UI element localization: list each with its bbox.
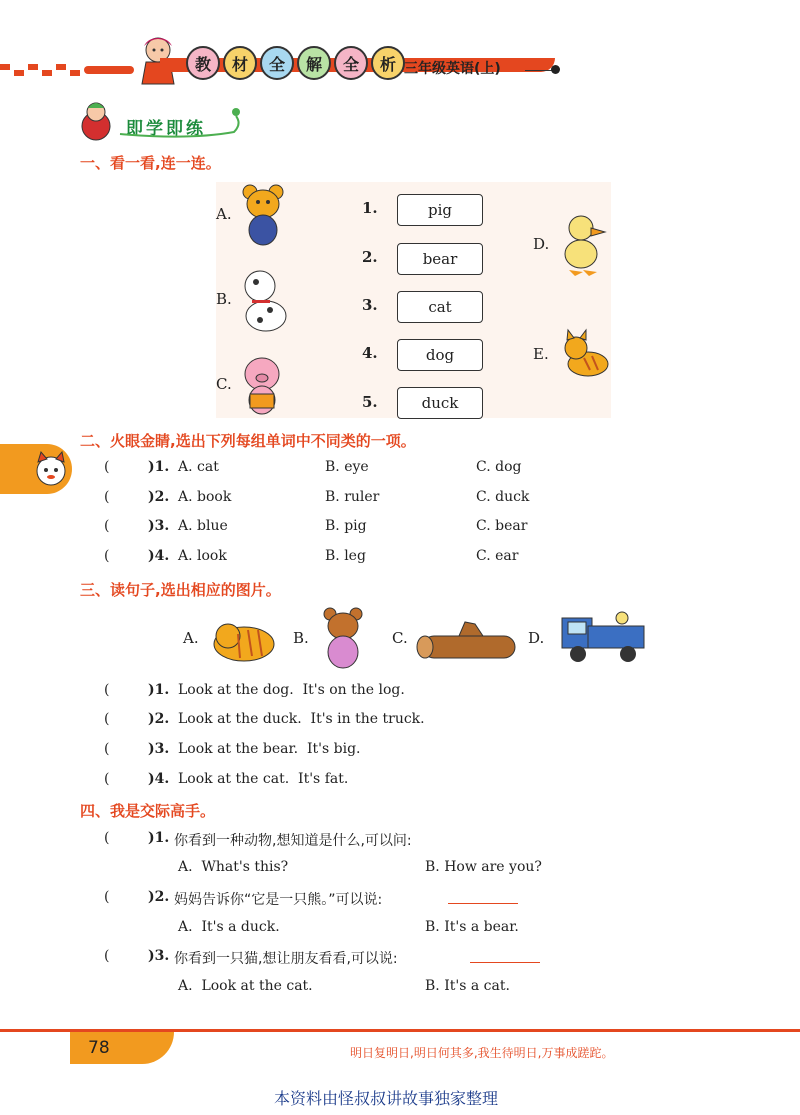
section-3-title: 三、读句子,选出相应的图片。 — [80, 581, 281, 599]
option-b: B. leg — [325, 548, 366, 564]
dialog-question — [100, 889, 620, 911]
option-b: B. eye — [325, 459, 369, 475]
question-number: )4. — [148, 771, 170, 787]
big-bear-picture — [320, 604, 366, 670]
page-number: 78 — [88, 1038, 110, 1058]
dialog-options — [100, 978, 620, 1000]
option-letter-d: D. — [533, 235, 550, 253]
question-number: )1. — [148, 459, 170, 475]
sentence-row — [100, 682, 600, 704]
series-char: 解 — [297, 46, 331, 80]
match-number: 1. — [362, 199, 378, 217]
choice-row — [100, 518, 600, 540]
series-char: 全 — [334, 46, 368, 80]
option-b: B. It's a cat. — [425, 978, 510, 994]
match-number: 2. — [362, 248, 378, 266]
word-box-pig[interactable]: pig — [397, 194, 483, 226]
question-number: )3. — [148, 741, 170, 757]
option-a: A. What's this? — [178, 859, 289, 875]
match-number: 5. — [362, 393, 378, 411]
sentence-row — [100, 741, 600, 763]
word-box-cat[interactable]: cat — [397, 291, 483, 323]
option-a: A. cat — [178, 459, 219, 475]
dialog-options — [100, 859, 620, 881]
sentence-row — [100, 771, 600, 793]
fat-cat-picture — [208, 612, 278, 664]
option-letter-b: B. — [216, 290, 232, 308]
question-number: )4. — [148, 548, 170, 564]
answer-blank[interactable] — [448, 889, 518, 904]
duck-picture — [557, 210, 609, 278]
option-a: A. book — [178, 489, 232, 505]
question-number: )1. — [148, 682, 170, 698]
question-text: 妈妈告诉你“它是一只熊。”可以说: — [174, 892, 383, 908]
word-box-duck[interactable]: duck — [397, 387, 483, 419]
dialog-options — [100, 919, 620, 941]
picture-letter-c: C. — [392, 629, 408, 647]
grade-label: 三年级英语(上) — [404, 61, 501, 77]
duck-in-truck-picture — [558, 604, 648, 668]
picture-letter-d: D. — [528, 629, 545, 647]
word-box-dog[interactable]: dog — [397, 339, 483, 371]
option-letter-c: C. — [216, 375, 232, 393]
fox-mascot-icon — [32, 450, 70, 488]
page-number-tab — [70, 1032, 174, 1064]
question-number: )2. — [148, 489, 170, 505]
answer-paren[interactable]: ( — [104, 518, 110, 534]
option-letter-e: E. — [533, 345, 549, 363]
answer-blank[interactable] — [470, 948, 540, 963]
checker-strip-decoration — [0, 60, 140, 80]
section-4-title: 四、我是交际高手。 — [80, 802, 216, 820]
footer-motto: 明日复明日,明日何其多,我生待明日,万事成蹉跎。 — [350, 1046, 614, 1060]
option-c: C. duck — [476, 489, 530, 505]
question-number: )2. — [148, 711, 170, 727]
sentence-row — [100, 711, 600, 733]
series-char: 教 — [186, 46, 220, 80]
answer-paren[interactable]: ( — [104, 830, 110, 846]
option-a: A. It's a duck. — [178, 919, 280, 935]
dog-on-log-picture — [413, 616, 519, 664]
bear-picture — [240, 182, 286, 248]
choice-row — [100, 489, 600, 511]
question-number: )3. — [148, 948, 170, 964]
word-box-bear[interactable]: bear — [397, 243, 483, 275]
option-b: B. pig — [325, 518, 367, 534]
answer-paren[interactable]: ( — [104, 741, 110, 757]
dog-picture — [236, 266, 294, 336]
question-number: )2. — [148, 889, 170, 905]
option-a: A. Look at the cat. — [178, 978, 313, 994]
match-number: 4. — [362, 344, 378, 362]
sentence-text: Look at the duck. It's in the truck. — [178, 711, 425, 727]
option-a: A. look — [178, 548, 227, 564]
option-c: C. dog — [476, 459, 522, 475]
pig-picture — [234, 352, 290, 418]
option-letter-a: A. — [216, 205, 232, 223]
question-text: 你看到一只猫,想让朋友看看,可以说: — [174, 951, 398, 967]
answer-paren[interactable]: ( — [104, 682, 110, 698]
cat-picture — [558, 328, 614, 384]
header-bar — [0, 0, 800, 95]
answer-paren[interactable]: ( — [104, 548, 110, 564]
series-char: 全 — [260, 46, 294, 80]
practice-title: 即学即练 — [126, 119, 206, 139]
section-2-title: 二、火眼金睛,选出下列每组单词中不同类的一项。 — [80, 432, 416, 450]
option-c: C. ear — [476, 548, 519, 564]
header-dot-icon — [551, 65, 560, 74]
answer-paren[interactable]: ( — [104, 711, 110, 727]
option-b: B. ruler — [325, 489, 380, 505]
sentence-text: Look at the cat. It's fat. — [178, 771, 349, 787]
question-text: 你看到一种动物,想知道是什么,可以问: — [174, 833, 412, 849]
choice-row — [100, 459, 600, 481]
answer-paren[interactable]: ( — [104, 459, 110, 475]
answer-paren[interactable]: ( — [104, 771, 110, 787]
sentence-text: Look at the bear. It's big. — [178, 741, 361, 757]
match-number: 3. — [362, 296, 378, 314]
question-number: )3. — [148, 518, 170, 534]
dialog-question — [100, 948, 620, 970]
series-title — [186, 46, 405, 80]
section-1-title: 一、看一看,连一连。 — [80, 154, 221, 172]
footer-credit: 本资料由怪叔叔讲故事独家整理 — [274, 1089, 499, 1108]
option-c: C. bear — [476, 518, 528, 534]
practice-underline-decoration — [110, 104, 250, 140]
series-char: 析 — [371, 46, 405, 80]
picture-letter-b: B. — [293, 629, 309, 647]
choice-row — [100, 548, 600, 570]
answer-paren[interactable]: ( — [104, 489, 110, 505]
question-number: )1. — [148, 830, 170, 846]
sentence-text: Look at the dog. It's on the log. — [178, 682, 405, 698]
answer-paren[interactable]: ( — [104, 889, 110, 905]
answer-paren[interactable]: ( — [104, 948, 110, 964]
dialog-question — [100, 830, 620, 852]
series-char: 材 — [223, 46, 257, 80]
picture-letter-a: A. — [183, 629, 199, 647]
option-b: B. It's a bear. — [425, 919, 519, 935]
option-a: A. blue — [178, 518, 228, 534]
option-b: B. How are you? — [425, 859, 542, 875]
